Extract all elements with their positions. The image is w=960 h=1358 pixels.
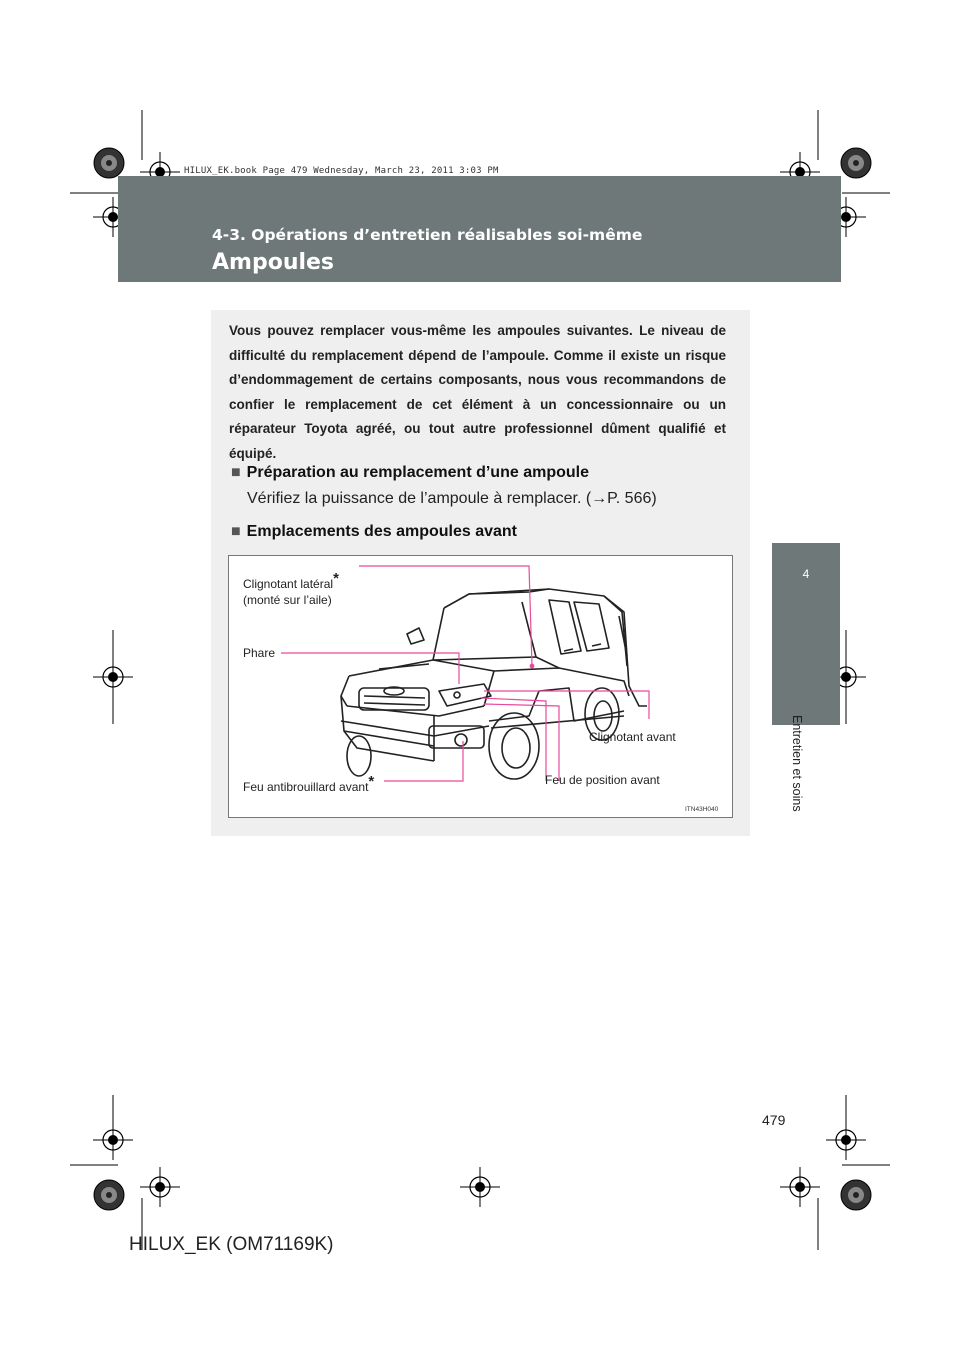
- label-side-turn: Clignotant latéral*: [243, 570, 339, 591]
- heading-text: Emplacements des ampoules avant: [246, 523, 517, 540]
- section-title: 4-3. Opérations d’entretien réalisables soi-même: [212, 226, 643, 244]
- intro-paragraph: Vous pouvez remplacer vous-même les ampoules suivantes. Le niveau de difficulté du remplacement dépend de l’ampoule. Comme il existe un risque d’endommagement de certains composants, nous vous recommandons de confier le remplacement de cet élément à un concessionnaire ou un réparateur Toyota agréé, ou tout autre professionnel dûment qualifié et équipé.: [229, 323, 726, 461]
- chapter-tab[interactable]: [772, 543, 840, 725]
- square-bullet-icon: ■: [231, 523, 241, 540]
- label-side-turn-note: (monté sur l’aile): [243, 593, 332, 607]
- heading-bulb-preparation: [231, 464, 589, 482]
- model-code: HILUX_EK (OM71169K): [129, 1234, 334, 1255]
- figure-ref-code: ITN43H040: [685, 806, 719, 813]
- registration-cross-icon: [780, 1167, 820, 1207]
- registration-cross-icon: [460, 1167, 500, 1207]
- preparation-body: Vérifiez la puissance de l’ampoule à remplacer. (→P. 566): [247, 490, 657, 507]
- square-bullet-icon: ■: [231, 464, 241, 481]
- pickup-truck-icon: [341, 589, 647, 779]
- registration-burst-icon: [841, 1180, 871, 1210]
- label-front-turn: Clignotant avant: [589, 730, 676, 744]
- label-front-fog: Feu antibrouillard avant*: [243, 773, 375, 794]
- page-number: 479: [762, 1112, 786, 1128]
- front-bulbs-figure: [228, 555, 733, 818]
- registration-burst-icon: [841, 148, 871, 178]
- heading-text: Préparation au remplacement d’une ampoule: [246, 464, 589, 481]
- registration-burst-icon: [94, 1180, 124, 1210]
- page-title: Ampoules: [212, 250, 335, 275]
- chapter-number: 4: [802, 567, 810, 581]
- registration-burst-icon: [94, 148, 124, 178]
- label-front-position: Feu de position avant: [545, 773, 660, 787]
- registration-cross-icon: [140, 1167, 180, 1207]
- file-stamp: HILUX_EK.book Page 479 Wednesday, March 23, 2011 3:03 PM: [184, 166, 499, 176]
- heading-front-bulbs: [231, 523, 517, 541]
- chapter-label-text: Entretien et soins: [790, 715, 804, 812]
- label-headlight: Phare: [243, 646, 276, 660]
